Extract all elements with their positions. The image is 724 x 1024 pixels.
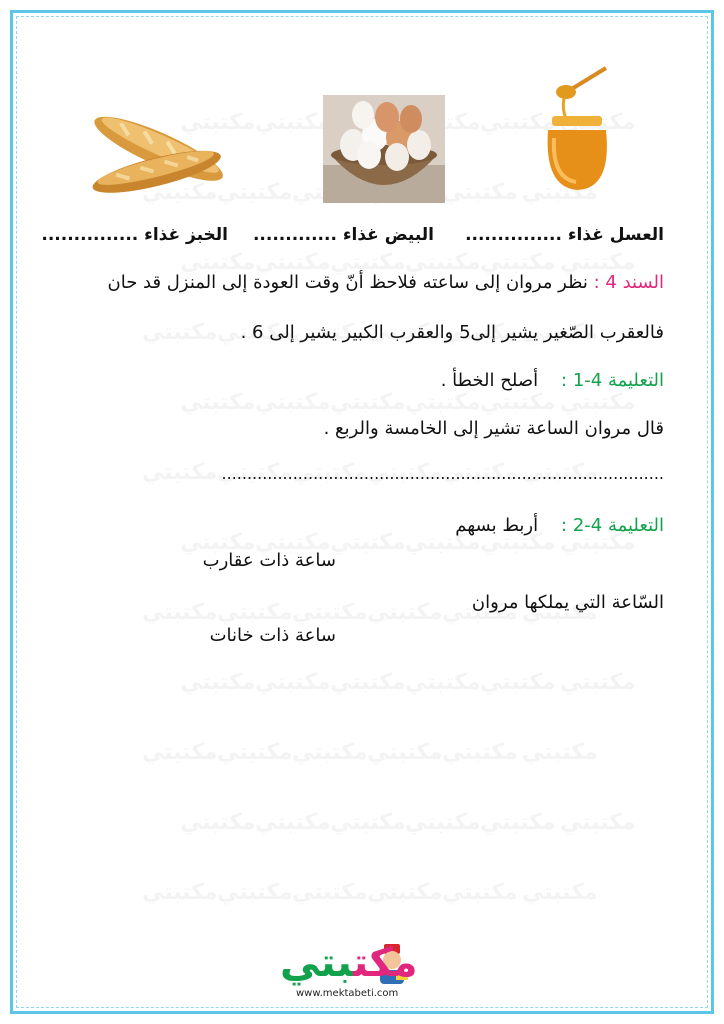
food-eggs-label: البيض غذاء ............. [252,225,434,245]
watermark-text [217,600,293,625]
watermark-text [367,880,443,905]
watermark-text [442,180,518,205]
sanad-text-1: نظر مروان إلى ساعته فلاحظ أنّ وقت العودة إلى المنزل قد حان [107,272,588,293]
watermark-text [405,670,481,695]
watermark-text [255,810,331,835]
watermark-text [367,740,443,765]
sanad-line-1 [107,272,664,293]
watermark-text [480,390,556,415]
watermark-text [292,600,368,625]
watermark-text [255,670,331,695]
bread-image [80,110,230,205]
watermark-text [442,880,518,905]
watermark-text [442,740,518,765]
watermark-text [142,600,218,625]
task1-header [441,370,664,391]
task2-header [455,515,664,536]
watermark-text [330,670,406,695]
watermark-text [292,740,368,765]
watermark-text [217,740,293,765]
food-honey-label: العسل غذاء ............... [465,225,664,245]
watermark-text [560,670,636,695]
sanad-label: السند 4 : [593,272,664,293]
watermark-text [560,810,636,835]
task1-label: التعليمة 4-1 : [561,370,664,391]
watermark-text [142,460,218,485]
eggs-bowl-image [323,95,445,203]
watermark-text [560,390,636,415]
watermark-text [480,670,556,695]
watermark-text [180,390,256,415]
task2-center[interactable]: السّاعة التي يملكها مروان [471,592,664,613]
watermark-text [292,880,368,905]
footer-logo: مكتبتي [280,940,418,986]
task2-label: التعليمة 4-2 : [561,515,664,536]
watermark-text [330,530,406,555]
watermark-text [480,810,556,835]
watermark-text [405,390,481,415]
task2-option-1[interactable]: ساعة ذات عقارب [202,550,336,571]
watermark-text [255,390,331,415]
watermark-text [142,880,218,905]
task1-sentence: قال مروان الساعة تشير إلى الخامسة والربع . [323,418,664,439]
watermark-text [367,600,443,625]
sanad-text-2: فالعقرب الصّغير يشير إلى5 والعقرب الكبير يشير إلى 6 . [240,322,664,343]
watermark-text [522,880,598,905]
watermark-text [330,810,406,835]
watermark-text [217,880,293,905]
footer-url: www.mektabeti.com [296,988,399,999]
watermark-text [522,740,598,765]
task2-option-2[interactable]: ساعة ذات خانات [209,625,336,646]
task1-answer-line[interactable]: ....................................................................................... [221,464,664,483]
watermark-text [255,110,331,135]
watermark-text [142,320,218,345]
task2-instruction: أربط بسهم [455,515,539,536]
task1-instruction: أصلح الخطأ . [440,370,539,391]
food-bread-label: الخبز غذاء ............... [41,225,228,245]
watermark-text [405,810,481,835]
watermark-text [330,390,406,415]
honey-jar-image [540,60,620,195]
watermark-text [180,810,256,835]
watermark-text [142,740,218,765]
watermark-text [180,670,256,695]
